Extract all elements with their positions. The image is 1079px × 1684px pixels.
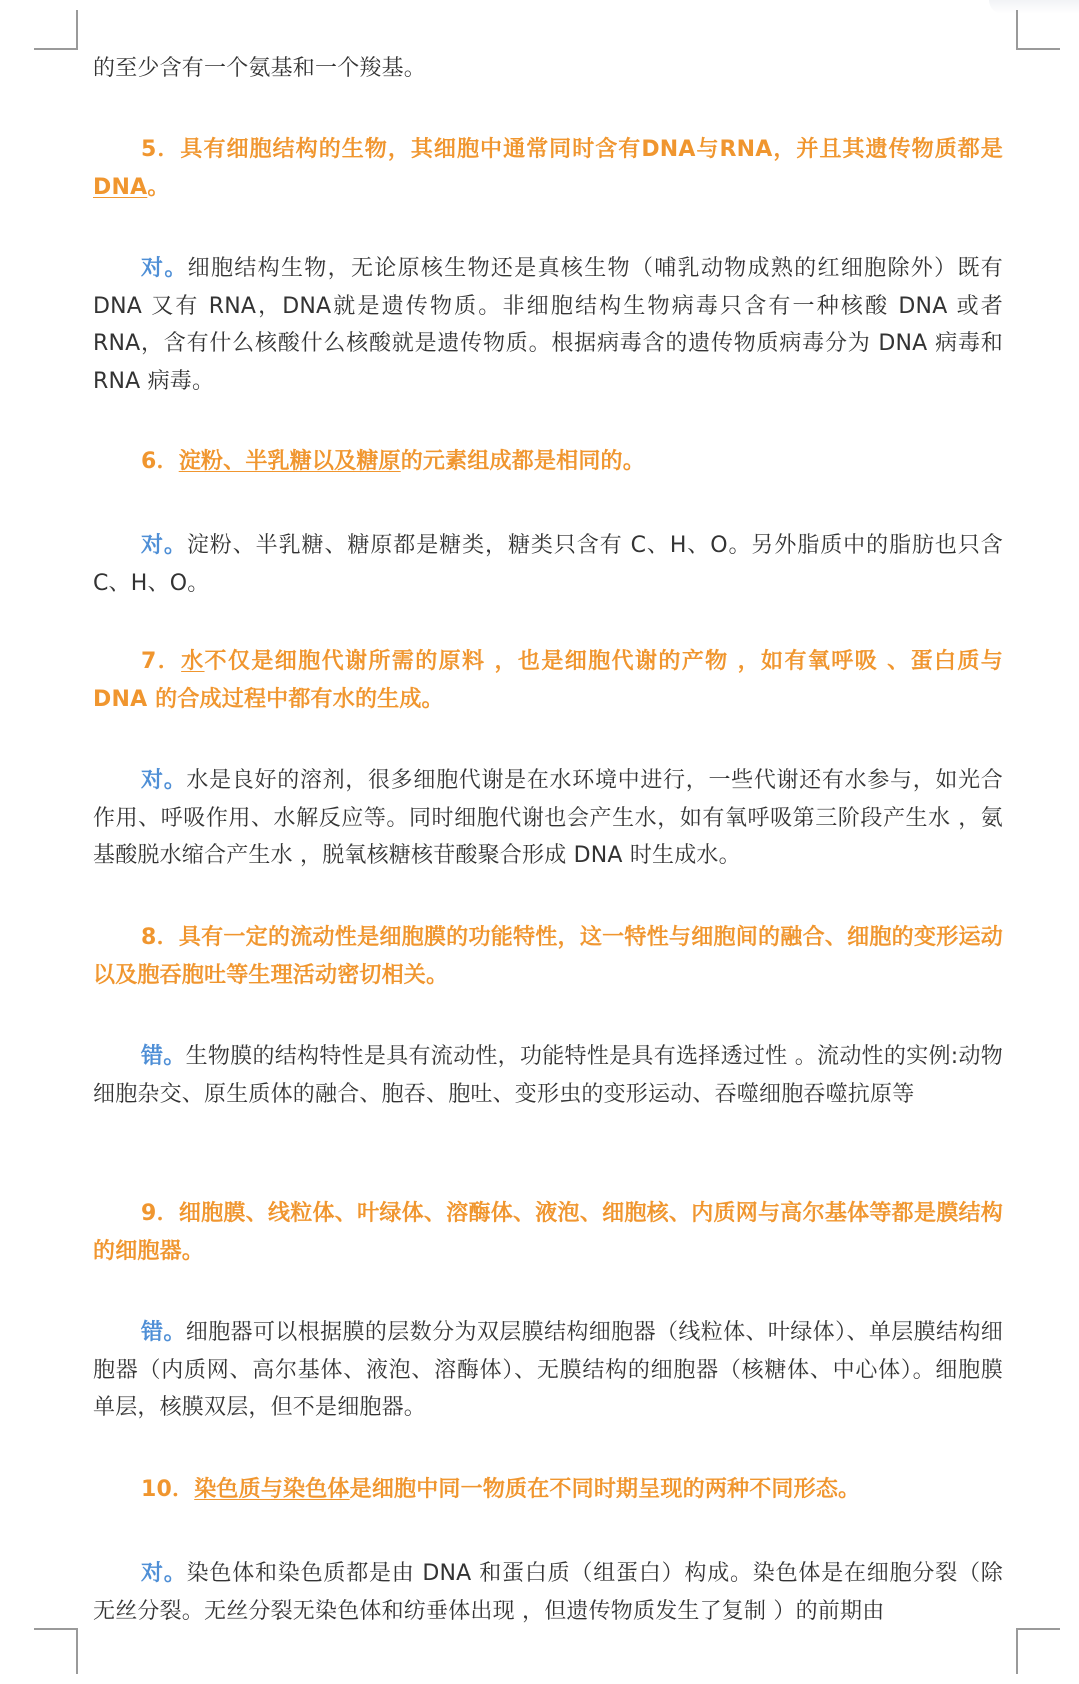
answer-8: 错。生物膜的结构特性是具有流动性，功能特性是具有选择透过性 。流动性的实例:动物细胞杂交、原生质体的融合、胞吞、胞吐、变形虫的变形运动、吞噬细胞吞噬抗原等 <box>93 1044 1003 1107</box>
question-6: 6．淀粉、半乳糖以及糖原的元素组成都是相同的。 <box>141 449 645 474</box>
verdict-label: 对。 <box>141 1561 187 1586</box>
answer-5: 对。细胞结构生物，无论原核生物还是真核生物（哺乳动物成熟的红细胞除外）既有 DNA 又有 RNA，DNA就是遗传物质。非细胞结构生物病毒只含有一种核酸 DNA 或者 RNA，含有什么核酸什么核酸就是遗传物质。根据病毒含的遗传物质病毒分为 DNA 病毒和 RNA 病毒。 <box>93 256 1003 394</box>
verdict-label: 对。 <box>141 533 187 558</box>
crop-mark-top-left <box>34 10 78 50</box>
continued-answer-text: 的至少含有一个氨基和一个羧基。 <box>93 56 427 81</box>
crop-mark-top-right <box>1016 10 1060 50</box>
answer-6: 对。淀粉、半乳糖、糖原都是糖类，糖类只含有 C、H、O。另外脂质中的脂肪也只含 C、H、O。 <box>93 533 1003 596</box>
verdict-label: 对。 <box>141 256 188 281</box>
verdict-label: 对。 <box>141 768 187 793</box>
question-10: 10．染色质与染色体是细胞中同一物质在不同时期呈现的两种不同形态。 <box>141 1477 861 1502</box>
answer-9: 错。细胞器可以根据膜的层数分为双层膜结构细胞器（线粒体、叶绿体）、单层膜结构细胞器（内质网、高尔基体、液泡、溶酶体）、无膜结构的细胞器（核糖体、中心体）。细胞膜单层，核膜双层，但不是细胞器。 <box>93 1320 1003 1420</box>
crop-mark-bottom-left <box>34 1628 78 1674</box>
question-7: 7．水不仅是细胞代谢所需的原料 ，也是细胞代谢的产物 ，如有氧呼吸 、蛋白质与 DNA 的合成过程中都有水的生成。 <box>93 649 1003 712</box>
question-9: 9．细胞膜、线粒体、叶绿体、溶酶体、液泡、细胞核、内质网与高尔基体等都是膜结构的细胞器。 <box>93 1201 1003 1264</box>
question-8: 8．具有一定的流动性是细胞膜的功能特性，这一特性与细胞间的融合、细胞的变形运动以及胞吞胞吐等生理活动密切相关。 <box>93 925 1003 988</box>
question-5: 5．具有细胞结构的生物，其细胞中通常同时含有DNA与RNA，并且其遗传物质都是DNA。 <box>93 137 1003 200</box>
verdict-label: 错。 <box>141 1044 186 1069</box>
answer-10: 对。染色体和染色质都是由 DNA 和蛋白质（组蛋白）构成。染色体是在细胞分裂（除无丝分裂。无丝分裂无染色体和纺垂体出现 ，但遗传物质发生了复制 ）的前期由 <box>93 1561 1003 1624</box>
crop-mark-bottom-right <box>1016 1628 1060 1674</box>
answer-7: 对。水是良好的溶剂，很多细胞代谢是在水环境中进行，一些代谢还有水参与，如光合作用、呼吸作用、水解反应等。同时细胞代谢也会产生水，如有氧呼吸第三阶段产生水 ，氨基酸脱水缩合产生水 ，脱氧核糖核苷酸聚合形成 DNA 时生成水。 <box>93 768 1004 868</box>
verdict-label: 错。 <box>141 1320 186 1345</box>
